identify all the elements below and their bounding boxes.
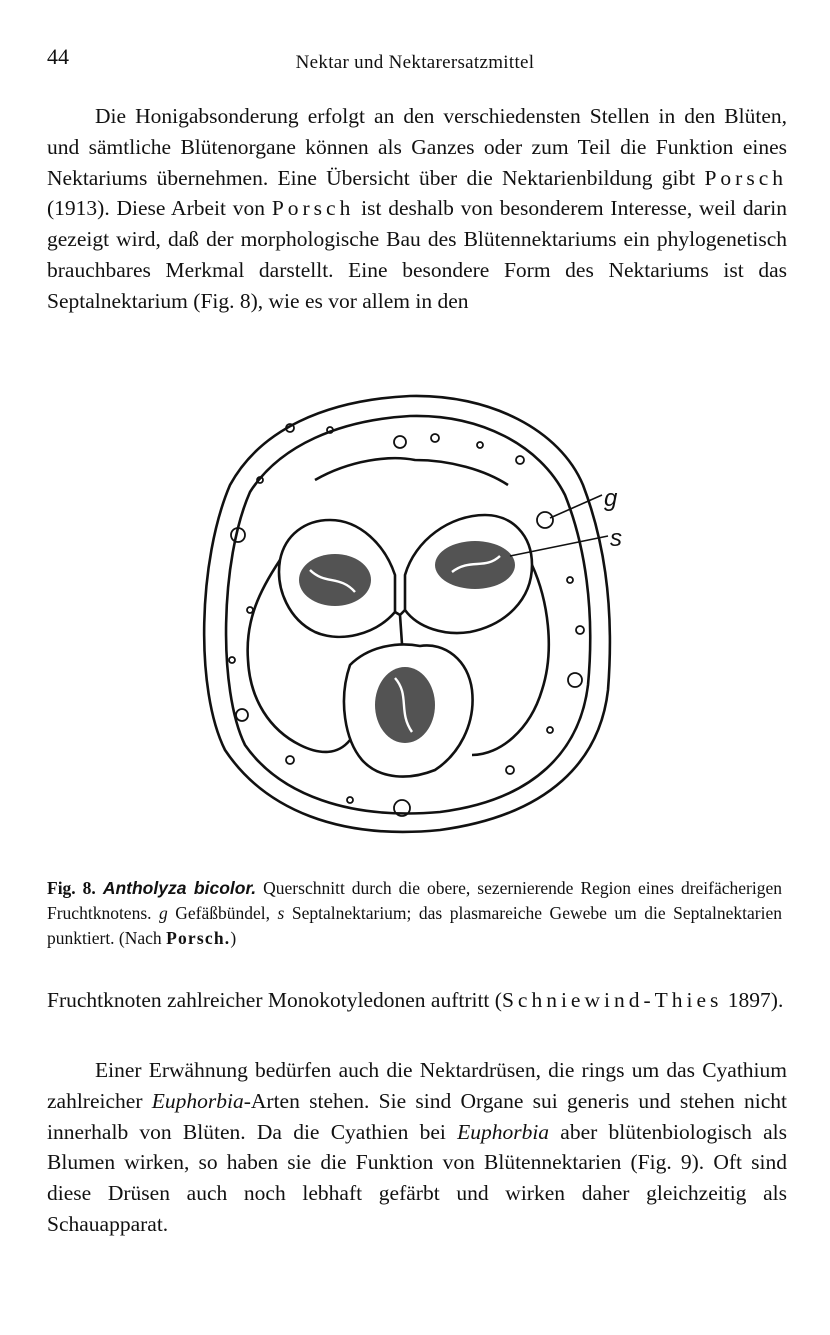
- genus-name: Euphorbia: [151, 1088, 244, 1113]
- caption-text-a: Querschnitt durch die obere, sezernierende Region eines dreifächerigen Fruchtknotens.: [47, 878, 782, 923]
- caption-text-c: Septalnektarium; das plasmareiche Gewebe um die Septalnektarien punktiert. (Nach: [47, 903, 782, 948]
- paragraph-2: [47, 985, 787, 1016]
- caption-author: Porsch.: [166, 928, 231, 948]
- vascular-bundle: [286, 756, 294, 764]
- vascular-bundle: [431, 434, 439, 442]
- vascular-bundle: [516, 456, 524, 464]
- vascular-bundle: [576, 626, 584, 634]
- paragraph-3: [47, 1055, 787, 1240]
- page-number: 44: [47, 44, 69, 69]
- vascular-bundle: [394, 436, 406, 448]
- genus-name: Euphorbia: [457, 1119, 550, 1144]
- vascular-bundle: [477, 442, 483, 448]
- caption-text-b: Gefäßbündel,: [167, 903, 278, 923]
- vascular-bundle: [229, 657, 235, 663]
- vascular-bundle: [506, 766, 514, 774]
- paragraph-1-text-a: Die Honigabsonderung erfolgt an den verschiedensten Stellen in den Blüten, und sämtliche Blütenorgane können als Ganzes oder zum Teil die Funktion eines Nektariums übernehmen. Eine Übersicht über die Nektarienbildung gibt: [47, 104, 787, 190]
- vascular-bundle: [537, 512, 553, 528]
- figure-caption: [47, 876, 782, 951]
- ovary-cross-section-figure: [190, 360, 640, 850]
- author-citation: Porsch: [704, 165, 787, 190]
- caption-abbr-g: g: [159, 903, 168, 923]
- vascular-bundle: [327, 427, 333, 433]
- running-head: Nektar und Nektarersatzmittel: [295, 52, 535, 73]
- caption-label: Fig. 8.: [47, 878, 96, 898]
- paragraph-2-text-b: 1897).: [722, 988, 784, 1012]
- author-citation: Porsch: [271, 196, 355, 221]
- vascular-bundle: [568, 673, 582, 687]
- paragraph-1-text-b: (1913). Diese Arbeit von: [47, 196, 272, 221]
- vascular-bundle: [347, 797, 353, 803]
- paragraph-1: [47, 101, 787, 317]
- septum: [315, 458, 508, 485]
- paragraph-3-text-a: Einer Erwähnung bedürfen auch die Nektardrüsen, die rings um das Cyathium zahlreicher: [47, 1058, 787, 1113]
- paragraph-3-text-b: -Arten stehen. Sie sind Organe sui generis und stehen nicht innerhalb von Blüten. Da die Cyathien bei: [47, 1088, 788, 1144]
- vascular-bundle: [236, 709, 248, 721]
- paragraph-2-text-a: Fruchtknoten zahlreicher Monokotyledonen auftritt (: [47, 988, 502, 1012]
- caption-abbr-s: s: [277, 903, 285, 923]
- septum: [395, 610, 405, 644]
- caption-species: Antholyza bicolor.: [102, 878, 257, 898]
- septum: [472, 565, 549, 755]
- vascular-bundle: [247, 607, 253, 613]
- vascular-bundle: [547, 727, 553, 733]
- paragraph-1-text-c: ist deshalb von besonderem Interesse, weil darin gezeigt wird, daß der morphologische Bau des Blütennektariums ein phylogenetisch brauchbares Merkmal darstellt. Eine besondere Form des Nektariums ist das Septalnektarium (Fig. 8), wie es vor allem in den: [47, 196, 787, 313]
- vascular-bundle: [567, 577, 573, 583]
- paragraph-3-text-c: aber blütenbiologisch als Blumen wirken, so haben sie die Funktion von Blütennektarien (Fig. 9). Oft sind diese Drüsen auch noch lebhaft gefärbt und wirken daher gleichzeitig als Schauapparat.: [47, 1119, 787, 1236]
- author-citation: Schniewind-Thies: [501, 988, 723, 1012]
- caption-text-d: ): [230, 928, 237, 948]
- figure-label-s: s: [610, 525, 622, 552]
- figure-label-g: g: [604, 485, 618, 512]
